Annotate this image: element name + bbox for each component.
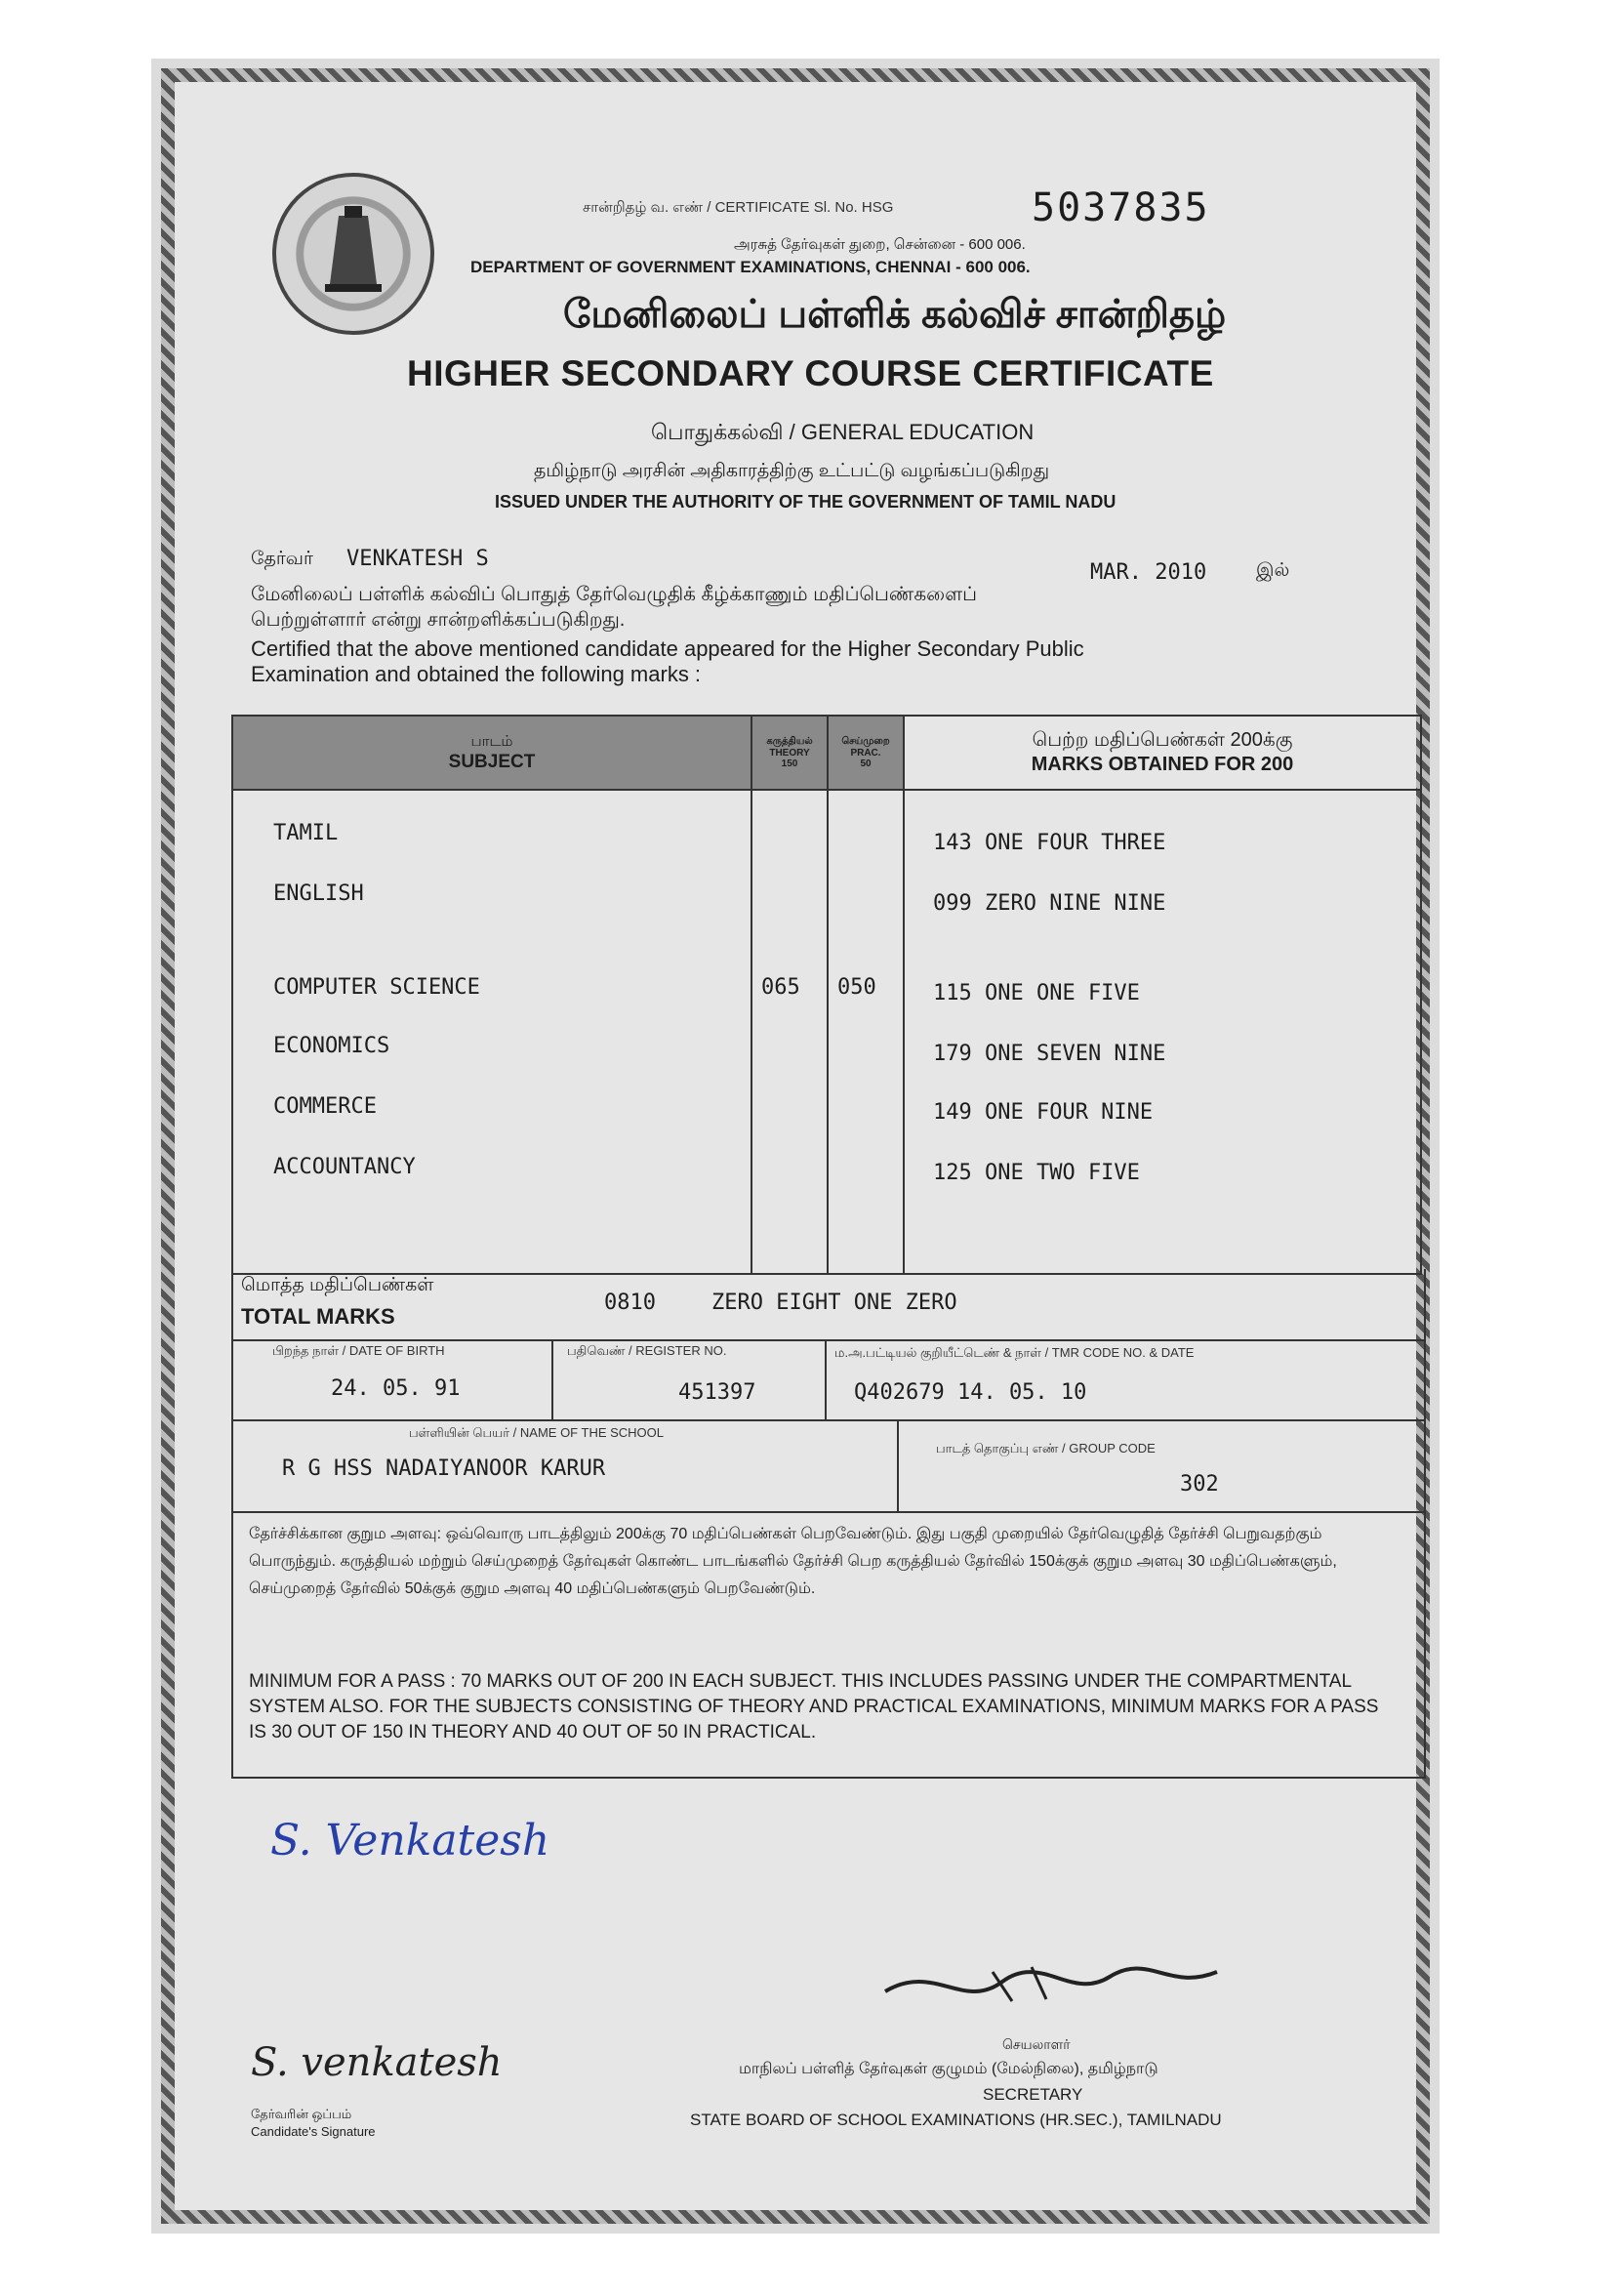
marks-cell: 143 ONE FOUR THREE (933, 831, 1166, 855)
certified-tamil-line-2: பெற்றுள்ளார் என்று சான்றளிக்கப்படுகிறது. (251, 609, 626, 631)
subject-cell: ENGLISH (273, 882, 364, 906)
details-row-1 (231, 1339, 1426, 1421)
pass-criteria-tamil: தேர்ச்சிக்கான குறும அளவு: ஒவ்வொரு பாடத்திலும் 200க்கு 70 மதிப்பெண்கள் பெறவேண்டும். இது பகுதி முறையில் தேர்வெழுதித் தேர்ச்சி பெறுவதற்கும் பொருந்தும். கருத்தியல் மற்றும் செய்முறைத் தேர்வுகள் கொண்ட பாடங்களில் தேர்ச்சி பெற கருத்தியல் தேர்வில் 150க்குக் குறும அளவு 30 மதிப்பெண்களும், செய்முறைத் தேர்வில் 50க்குக் குறும அளவு 40 மதிப்பெண்களும் பெறவேண்டும். (249, 1526, 1337, 1597)
marks-cell: 099 ZERO NINE NINE (933, 891, 1166, 916)
handwritten-signature-blue: S. Venkatesh (270, 1816, 550, 1866)
certificate-number-label: சான்றிதழ் வ. எண் / CERTIFICATE Sl. No. HSG (583, 199, 894, 216)
prac-max: 50 (860, 758, 872, 769)
theory-header-tamil: கருத்தியல் (766, 736, 813, 747)
candidate-handwritten-signature: S. venkatesh (251, 2040, 503, 2085)
details-row-2 (231, 1419, 1426, 1513)
secretary-signature-icon (875, 1952, 1227, 2021)
total-marks-label-tamil: மொத்த மதிப்பெண்கள் (241, 1275, 434, 1295)
subject-cell: COMPUTER SCIENCE (273, 975, 480, 1000)
prac-header-english: PRAC. (850, 748, 881, 758)
marks-table-body (232, 790, 1421, 1274)
tmr-value: Q402679 14. 05. 10 (854, 1380, 1087, 1405)
dob-cell (233, 1339, 553, 1419)
secretary-title: SECRETARY (983, 2085, 1083, 2104)
school-value: R G HSS NADAIYANOOR KARUR (282, 1456, 606, 1481)
marks-cell: 149 ONE FOUR NINE (933, 1100, 1154, 1125)
prac-header (828, 716, 904, 790)
marks-header-tamil: பெற்ற மதிப்பெண்கள் 200க்கு (1032, 729, 1293, 751)
prac-header-tamil: செய்முறை (841, 736, 890, 747)
subject-cell: COMMERCE (273, 1094, 377, 1119)
theory-header (751, 716, 828, 790)
theory-header-english: THEORY (769, 748, 810, 758)
pass-criteria-english: MINIMUM FOR A PASS : 70 MARKS OUT OF 200 IN EACH SUBJECT. THIS INCLUDES PASSING UNDER THE COMPARTMENTAL SYSTEM ALSO. FOR THE SUBJECTS CONSISTING OF THEORY AND PRACTICAL EXAMINATIONS, MINIMUM MARKS FOR A PASS IS 30 OUT OF 150 IN THEORY AND 40 OUT OF 50 IN PRACTICAL. (249, 1671, 1379, 1742)
candidate-signature-label: Candidate's Signature (251, 2124, 376, 2139)
register-value: 451397 (678, 1380, 756, 1405)
tmr-label: ம.அ.பட்டியல் குறியீட்டெண் & நாள் / TMR CODE NO. & DATE (834, 1345, 1195, 1360)
subject-header-english: SUBJECT (448, 751, 536, 772)
secretary-tamil: செயலாளர் (1002, 2036, 1071, 2052)
subject-header (232, 716, 751, 790)
subject-header-tamil: பாடம் (470, 732, 513, 750)
total-marks-value: 0810 (604, 1291, 656, 1315)
register-label: பதிவெண் / REGISTER NO. (567, 1343, 727, 1358)
pass-criteria (231, 1511, 1426, 1779)
dob-value: 24. 05. 91 (331, 1376, 461, 1401)
board-tamil: மாநிலப் பள்ளித் தேர்வுகள் குழுமம் (மேல்நிலை), தமிழ்நாடு (739, 2061, 1158, 2077)
department-english: DEPARTMENT OF GOVERNMENT EXAMINATIONS, CHENNAI - 600 006. (470, 258, 1031, 276)
prac-cell: 050 (837, 975, 876, 1000)
marks-cell: 115 ONE ONE FIVE (933, 981, 1140, 1005)
authority-english: ISSUED UNDER THE AUTHORITY OF THE GOVERNMENT OF TAMIL NADU (495, 492, 1116, 512)
group-cell (897, 1419, 1424, 1511)
subject-cell: ACCOUNTANCY (273, 1155, 416, 1179)
marks-cell: 179 ONE SEVEN NINE (933, 1042, 1166, 1066)
title-english: HIGHER SECONDARY COURSE CERTIFICATE (407, 353, 1214, 393)
subject-cell: TAMIL (273, 821, 339, 845)
total-marks-words: ZERO EIGHT ONE ZERO (711, 1291, 957, 1315)
total-marks-row (231, 1269, 1426, 1341)
theory-max: 150 (781, 758, 798, 769)
board-name: STATE BOARD OF SCHOOL EXAMINATIONS (HR.SEC.), TAMILNADU (690, 2111, 1222, 2129)
subject-column (232, 790, 751, 1274)
certified-english-line-2: Examination and obtained the following marks : (251, 662, 702, 686)
tmr-cell (825, 1339, 1424, 1419)
certificate-number: 5037835 (1032, 185, 1210, 230)
group-value: 302 (1180, 1472, 1219, 1496)
certificate-sheet (151, 59, 1440, 2234)
subject-cell: ECONOMICS (273, 1034, 390, 1058)
title-tamil: மேனிலைப் பள்ளிக் கல்விச் சான்றிதழ் (563, 293, 1227, 336)
marks-table-header (232, 716, 1421, 790)
candidate-signature-label-tamil: தேர்வரின் ஒப்பம் (251, 2107, 352, 2121)
signature-area (231, 1777, 1422, 2187)
group-label: பாடத் தொகுப்பு எண் / GROUP CODE (936, 1441, 1156, 1456)
dob-label: பிறந்த நாள் / DATE OF BIRTH (272, 1343, 445, 1358)
register-cell (551, 1339, 827, 1419)
certified-tamil-line-1: மேனிலைப் பள்ளிக் கல்விப் பொதுத் தேர்வெழுதிக் கீழ்க்காணும் மதிப்பெண்களைப் (251, 584, 978, 605)
prac-column (828, 790, 904, 1274)
exam-session: MAR. 2010 (1090, 560, 1207, 585)
theory-column (751, 790, 828, 1274)
general-education: பொதுக்கல்வி / GENERAL EDUCATION (651, 420, 1035, 444)
school-cell (233, 1419, 899, 1511)
marks-header (904, 716, 1421, 790)
marks-table (231, 715, 1422, 1275)
decorative-border (161, 68, 1430, 2224)
candidate-name: VENKATESH S (346, 547, 489, 571)
authority-tamil: தமிழ்நாடு அரசின் அதிகாரத்திற்கு உட்பட்டு வழங்கப்படுகிறது (534, 461, 1050, 481)
marks-cell: 125 ONE TWO FIVE (933, 1161, 1140, 1185)
government-seal-icon (272, 173, 434, 335)
marks-header-english: MARKS OBTAINED FOR 200 (1031, 754, 1294, 775)
certificate-body (202, 109, 1389, 2183)
school-label: பள்ளியின் பெயர் / NAME OF THE SCHOOL (409, 1425, 665, 1440)
certified-english-line-1: Certified that the above mentioned candidate appeared for the Higher Secondary Public (251, 636, 1084, 661)
marks-column (904, 790, 1421, 1274)
total-marks-label: TOTAL MARKS (241, 1304, 395, 1329)
theory-cell: 065 (761, 975, 800, 1000)
candidate-label: தேர்வர் (251, 549, 313, 569)
exam-session-suffix: இல் (1256, 560, 1290, 581)
department-tamil: அரசுத் தேர்வுகள் துறை, சென்னை - 600 006. (734, 236, 1026, 253)
